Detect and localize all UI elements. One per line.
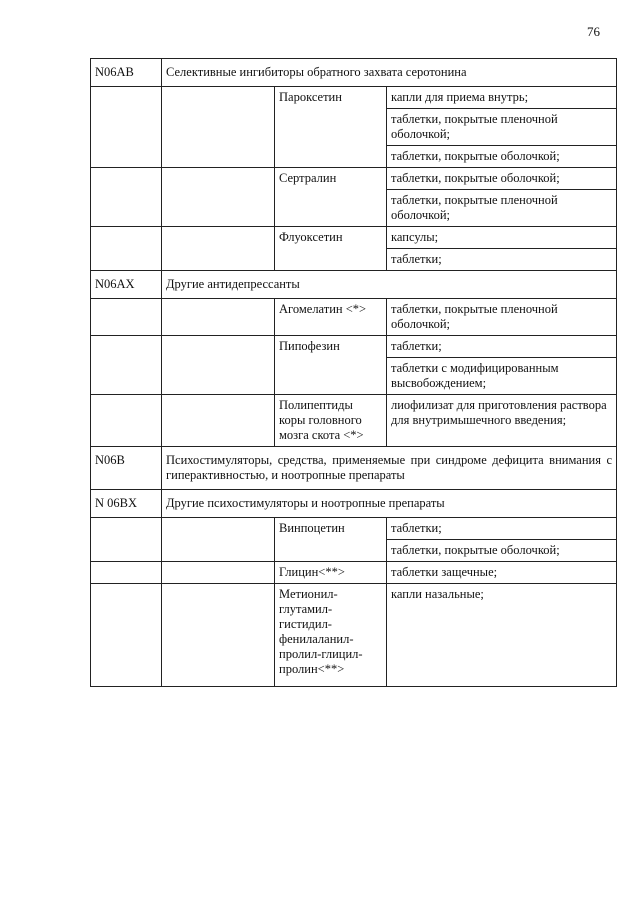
dosage-form: таблетки; [387,336,617,358]
drug-name: Сертралин [275,168,387,227]
drug-table [90,58,617,687]
dosage-form: таблетки, покрытые оболочкой; [387,540,617,562]
drug-form-row [91,395,617,447]
dosage-form: лиофилизат для приготовления раствора для внутримышечного введения; [387,395,617,447]
empty-code-cell [91,87,162,168]
empty-code-cell [91,395,162,447]
drug-form-row [91,562,617,584]
drug-name: Флуоксетин [275,227,387,271]
group-row [91,59,617,87]
dosage-form: таблетки защечные; [387,562,617,584]
page-number: 76 [587,24,600,39]
group-name: Другие антидепрессанты [162,271,617,299]
empty-name-cell [162,562,275,584]
empty-code-cell [91,518,162,562]
dosage-form: таблетки; [387,518,617,540]
empty-code-cell [91,584,162,687]
dosage-form: таблетки, покрытые пленочной оболочкой; [387,109,617,146]
group-row [91,447,617,490]
dosage-form: таблетки с модифицированным высвобождением; [387,358,617,395]
group-row [91,271,617,299]
drug-form-row [91,336,617,358]
drug-form-row [91,87,617,109]
dosage-form: таблетки, покрытые пленочной оболочкой; [387,299,617,336]
empty-name-cell [162,299,275,336]
dosage-form: капли назальные; [387,584,617,687]
group-code: N06B [91,447,162,490]
drug-name: Метионил-глутамил-гистидил-фенилаланил-пролил-глицил-пролин<**> [275,584,387,687]
drug-form-row [91,227,617,249]
group-row [91,490,617,518]
empty-code-cell [91,336,162,395]
group-name: Психостимуляторы, средства, применяемые при синдроме дефицита внимания с гиперактивностью, и ноотропные препараты [162,447,617,490]
drug-form-row [91,584,617,687]
empty-code-cell [91,562,162,584]
group-code: N06AX [91,271,162,299]
drug-name: Винпоцетин [275,518,387,562]
group-name: Другие психостимуляторы и ноотропные препараты [162,490,617,518]
dosage-form: капсулы; [387,227,617,249]
group-name: Селективные ингибиторы обратного захвата серотонина [162,59,617,87]
drug-form-row [91,168,617,190]
drug-form-row [91,518,617,540]
dosage-form: таблетки, покрытые оболочкой; [387,168,617,190]
drug-name: Глицин<**> [275,562,387,584]
empty-name-cell [162,336,275,395]
empty-code-cell [91,299,162,336]
empty-name-cell [162,518,275,562]
group-code: N 06BX [91,490,162,518]
dosage-form: капли для приема внутрь; [387,87,617,109]
empty-code-cell [91,168,162,227]
empty-name-cell [162,227,275,271]
drug-name: Пароксетин [275,87,387,168]
empty-name-cell [162,395,275,447]
empty-name-cell [162,87,275,168]
dosage-form: таблетки, покрытые оболочкой; [387,146,617,168]
drug-form-row [91,299,617,336]
drug-name: Полипептиды коры головного мозга скота <*> [275,395,387,447]
group-code: N06AB [91,59,162,87]
drug-name: Агомелатин <*> [275,299,387,336]
empty-name-cell [162,584,275,687]
dosage-form: таблетки; [387,249,617,271]
empty-name-cell [162,168,275,227]
dosage-form: таблетки, покрытые пленочной оболочкой; [387,190,617,227]
drug-name: Пипофезин [275,336,387,395]
empty-code-cell [91,227,162,271]
